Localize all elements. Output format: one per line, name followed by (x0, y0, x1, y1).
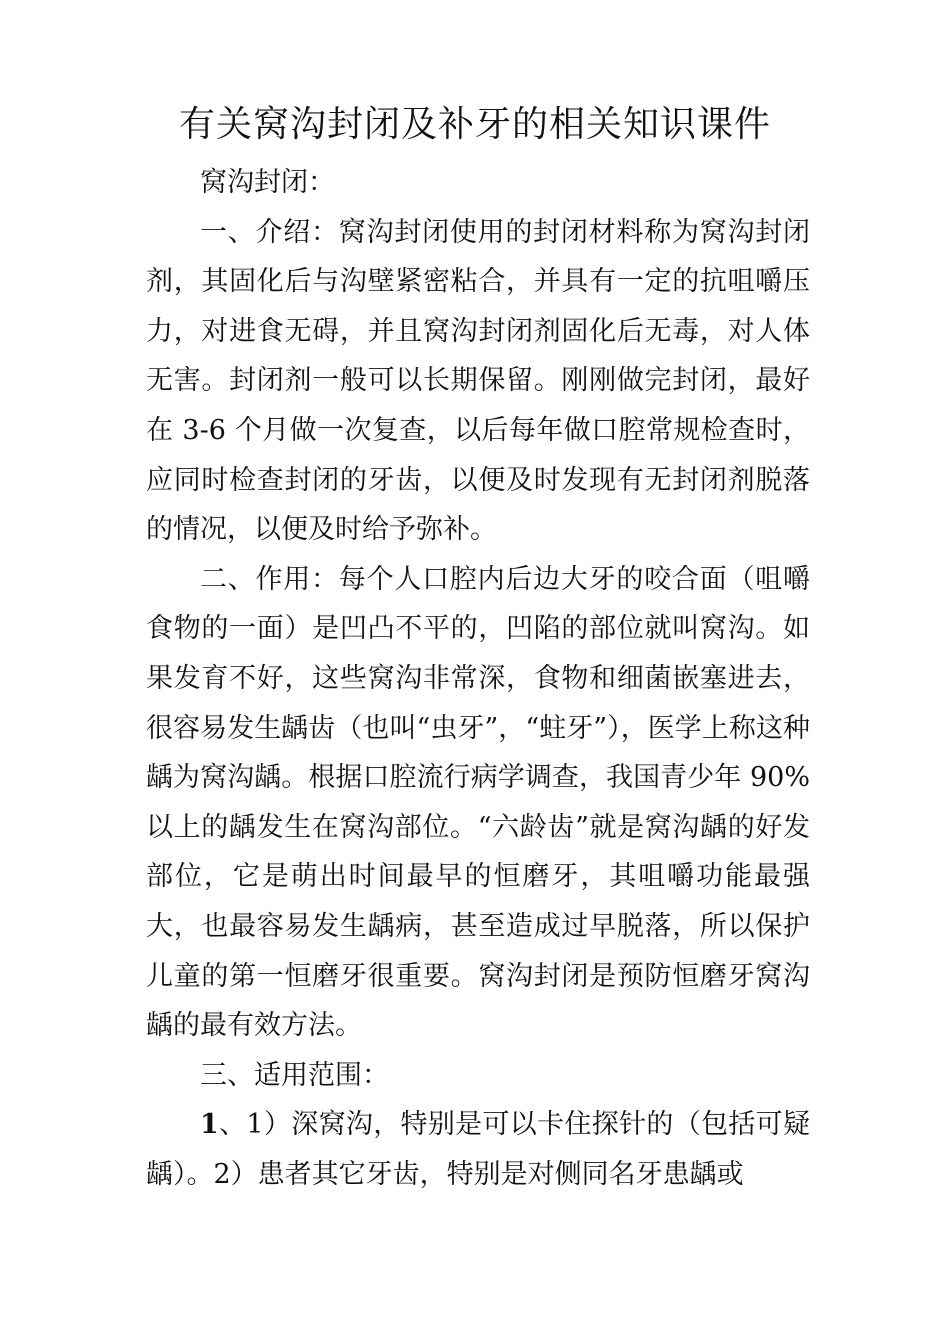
document-body (146, 158, 810, 1199)
item-number: 1 (200, 1109, 219, 1141)
paragraph-introduction: 一、介绍：窝沟封闭使用的封闭材料称为窝沟封闭剂，其固化后与沟壁紧密粘合，并具有一定的抗咀嚼压力，对进食无碍，并且窝沟封闭剂固化后无毒，对人体无害。封闭剂一般可以长期保留。刚刚做完封闭，最好在 3-6 个月做一次复查，以后每年做口腔常规检查时，应同时检查封闭的牙齿，以便及时发现有无封闭剂脱落的情况，以便及时给予弥补。 (146, 216, 810, 546)
document-title: 有关窝沟封闭及补牙的相关知识课件 (178, 104, 771, 145)
section-heading: 窝沟封闭： (200, 167, 335, 198)
paragraph-scope-item-1 (146, 1100, 810, 1199)
paragraph-function: 二、作用：每个人口腔内后边大牙的咬合面（咀嚼食物的一面）是凹凸不平的，凹陷的部位就叫窝沟。如果发育不好，这些窝沟非常深，食物和细菌嵌塞进去，很容易发生龋齿（也叫“虫牙”，“蛀牙”），医学上称这种龋为窝沟龋。根据口腔流行病学调查，我国青少年 90%以上的龋发生在窝沟部位。“六龄齿”就是窝沟龋的好发部位，它是萌出时间最早的恒磨牙，其咀嚼功能最强大，也最容易发生龋病，甚至造成过早脱落，所以保护儿童的第一恒磨牙很重要。窝沟封闭是预防恒磨牙窝沟龋的最有效方法。 (146, 563, 810, 1042)
paragraph-scope-heading: 三、适用范围： (200, 1059, 389, 1091)
item-text: 、1）深窝沟，特别是可以卡住探针的（包括可疑龋）。2）患者其它牙齿，特别是对侧同名牙患龋或 (146, 1109, 810, 1190)
